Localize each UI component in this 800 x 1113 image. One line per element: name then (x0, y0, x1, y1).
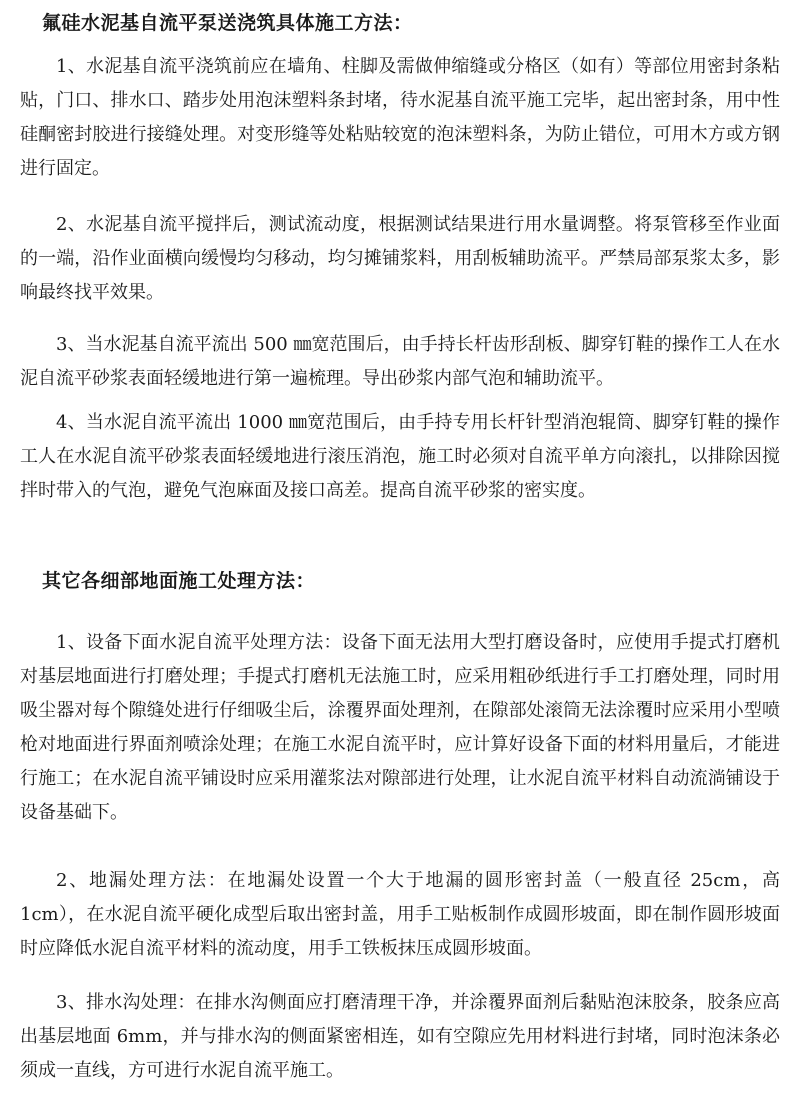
paragraph-floor-drain-treatment: 2、地漏处理方法：在地漏处设置一个大于地漏的圆形密封盖（一般直径 25cm，高 1cm），在水泥自流平硬化成型后取出密封盖，用手工贴板制作成圆形坡面，即在制作圆形坡面时应降低水泥自流平材料的流动度，用手工铁板抹压成圆形坡面。 (20, 870, 780, 959)
section-heading-pumping-method: 氟硅水泥基自流平泵送浇筑具体施工方法： (42, 12, 413, 34)
paragraph-step-2-mixing: 2、水泥基自流平搅拌后，测试流动度，根据测试结果进行用水量调整。将泵管移至作业面的一端，沿作业面横向缓慢均匀移动，均匀摊铺浆料，用刮板辅助流平。严禁局部泵浆太多，影响最终找平效果。 (20, 214, 780, 303)
paragraph-step-3-combing: 3、当水泥基自流平流出 500 ㎜宽范围后，由手持长杆齿形刮板、脚穿钉鞋的操作工人在水泥自流平砂浆表面轻缓地进行第一遍梳理。导出砂浆内部气泡和辅助流平。 (20, 334, 780, 389)
section-heading-detail-treatment: 其它各细部地面施工处理方法： (42, 570, 316, 592)
paragraph-step-4-defoaming: 4、当水泥自流平流出 1000 ㎜宽范围后，由手持专用长杆针型消泡辊筒、脚穿钉鞋的操作工人在水泥自流平砂浆表面轻缓地进行滚压消泡，施工时必须对自流平单方向滚扎，以排除因搅拌时带入的气泡，避免气泡麻面及接口高差。提高自流平砂浆的密实度。 (20, 412, 780, 501)
paragraph-step-1-sealing: 1、水泥基自流平浇筑前应在墙角、柱脚及需做伸缩缝或分格区（如有）等部位用密封条粘贴，门口、排水口、踏步处用泡沫塑料条封堵，待水泥基自流平施工完毕，起出密封条，用中性硅酮密封胶进行接缝处理。对变形缝等处粘贴较宽的泡沫塑料条，为防止错位，可用木方或方钢进行固定。 (20, 56, 780, 179)
paragraph-equipment-treatment: 1、设备下面水泥自流平处理方法：设备下面无法用大型打磨设备时，应使用手提式打磨机对基层地面进行打磨处理；手提式打磨机无法施工时，应采用粗砂纸进行手工打磨处理，同时用吸尘器对每个隙缝处进行仔细吸尘后，涂覆界面处理剂，在隙部处滚筒无法涂覆时应采用小型喷枪对地面进行界面剂喷涂处理；在施工水泥自流平时，应计算好设备下面的材料用量后，才能进行施工；在水泥自流平铺设时应采用灌浆法对隙部进行处理，让水泥自流平材料自动流淌铺设于设备基础下。 (20, 632, 780, 823)
paragraph-drainage-ditch-treatment: 3、排水沟处理：在排水沟侧面应打磨清理干净，并涂覆界面剂后黏贴泡沫胶条，胶条应高出基层地面 6mm，并与排水沟的侧面紧密相连，如有空隙应先用材料进行封堵，同时泡沫条必须成一直线，方可进行水泥自流平施工。 (20, 992, 780, 1081)
